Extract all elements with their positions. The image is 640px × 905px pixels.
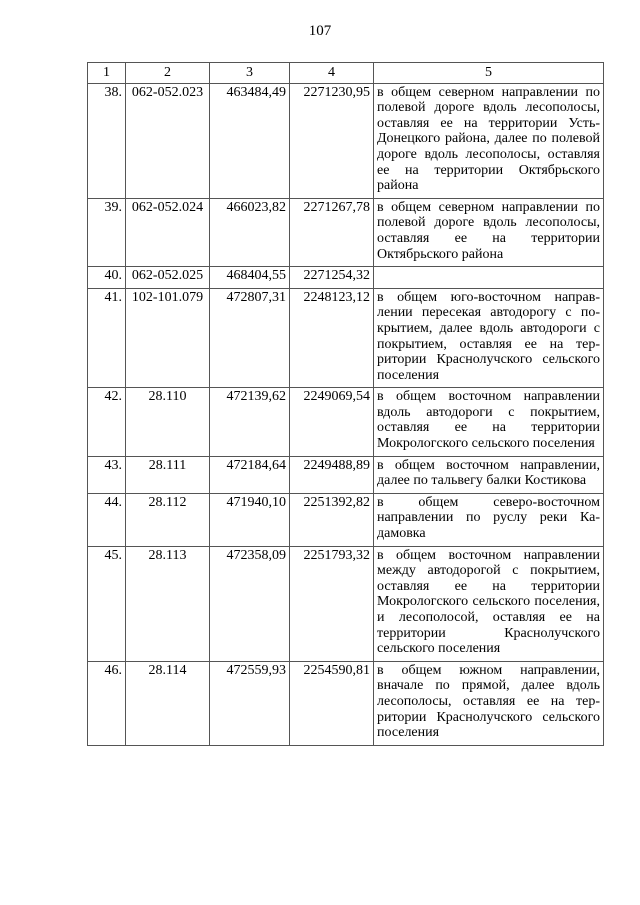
coordinate-x: 471940,10 <box>210 493 290 546</box>
coordinate-y: 2271267,78 <box>290 198 374 266</box>
point-id: 28.112 <box>126 493 210 546</box>
table-row <box>88 288 604 388</box>
coordinate-x: 472559,93 <box>210 661 290 745</box>
table-row <box>88 661 604 745</box>
table-row <box>88 198 604 266</box>
coordinate-y: 2271254,32 <box>290 267 374 289</box>
table-row <box>88 456 604 493</box>
boundary-description: в общем восточном направлении вдоль автодороги с покрытием, оставляя ее на территории Мокрологского сельского поселения <box>374 388 604 456</box>
column-header: 4 <box>290 63 374 84</box>
row-number: 40. <box>88 267 126 289</box>
column-header: 3 <box>210 63 290 84</box>
row-number: 41. <box>88 288 126 388</box>
point-id: 102-101.079 <box>126 288 210 388</box>
coordinate-y: 2249069,54 <box>290 388 374 456</box>
table-row <box>88 83 604 198</box>
boundary-description: в общем северном направлении по полевой дороге вдоль лесополосы, оставляя ее на территории Усть-Донецкого района, далее по полевой дороге вдоль лесополосы, оставляя ее на территории Октябрьского района <box>374 83 604 198</box>
coordinate-x: 472358,09 <box>210 546 290 661</box>
coordinate-x: 463484,49 <box>210 83 290 198</box>
page-number: 107 <box>308 23 332 39</box>
coordinate-y: 2251392,82 <box>290 493 374 546</box>
boundary-description: в общем северо-восточном направлении по руслу реки Кадамовка <box>374 493 604 546</box>
boundary-points-table <box>87 62 604 746</box>
point-id: 28.111 <box>126 456 210 493</box>
point-id: 28.114 <box>126 661 210 745</box>
boundary-description: в общем южном направлении, вначале по прямой, далее вдоль лесополосы, оставляя ее на территории Краснолучского сельского поселения <box>374 661 604 745</box>
row-number: 38. <box>88 83 126 198</box>
row-number: 39. <box>88 198 126 266</box>
point-id: 28.113 <box>126 546 210 661</box>
boundary-description <box>374 267 604 289</box>
column-header: 2 <box>126 63 210 84</box>
coordinate-y: 2254590,81 <box>290 661 374 745</box>
row-number: 46. <box>88 661 126 745</box>
coordinate-y: 2248123,12 <box>290 288 374 388</box>
table-row <box>88 267 604 289</box>
point-id: 062-052.024 <box>126 198 210 266</box>
column-header: 5 <box>374 63 604 84</box>
coordinate-y: 2249488,89 <box>290 456 374 493</box>
row-number: 44. <box>88 493 126 546</box>
coordinate-y: 2251793,32 <box>290 546 374 661</box>
coordinate-x: 466023,82 <box>210 198 290 266</box>
table-header-row <box>88 63 604 84</box>
boundary-description: в общем восточном направлении, далее по тальвегу балки Костикова <box>374 456 604 493</box>
row-number: 43. <box>88 456 126 493</box>
column-header: 1 <box>88 63 126 84</box>
boundary-description: в общем северном направлении по полевой дороге вдоль лесополосы, оставляя ее на территории Октябрьского района <box>374 198 604 266</box>
coordinate-x: 472807,31 <box>210 288 290 388</box>
coordinate-x: 472184,64 <box>210 456 290 493</box>
table-row <box>88 493 604 546</box>
coordinate-y: 2271230,95 <box>290 83 374 198</box>
boundary-description: в общем восточном направлении между автодорогой с покрытием, оставляя ее на территории Мокрологского сельского поселения, и лесополосой, оставляя ее на территории Краснолучского сельского поселения <box>374 546 604 661</box>
point-id: 062-052.023 <box>126 83 210 198</box>
coordinate-x: 468404,55 <box>210 267 290 289</box>
row-number: 42. <box>88 388 126 456</box>
point-id: 062-052.025 <box>126 267 210 289</box>
table-row <box>88 546 604 661</box>
coordinate-x: 472139,62 <box>210 388 290 456</box>
row-number: 45. <box>88 546 126 661</box>
point-id: 28.110 <box>126 388 210 456</box>
table-row <box>88 388 604 456</box>
boundary-description: в общем юго-восточном направлении пересекая автодорогу с покрытием, далее вдоль автодороги с покрытием, оставляя ее на территории Краснолучского сельского поселения <box>374 288 604 388</box>
